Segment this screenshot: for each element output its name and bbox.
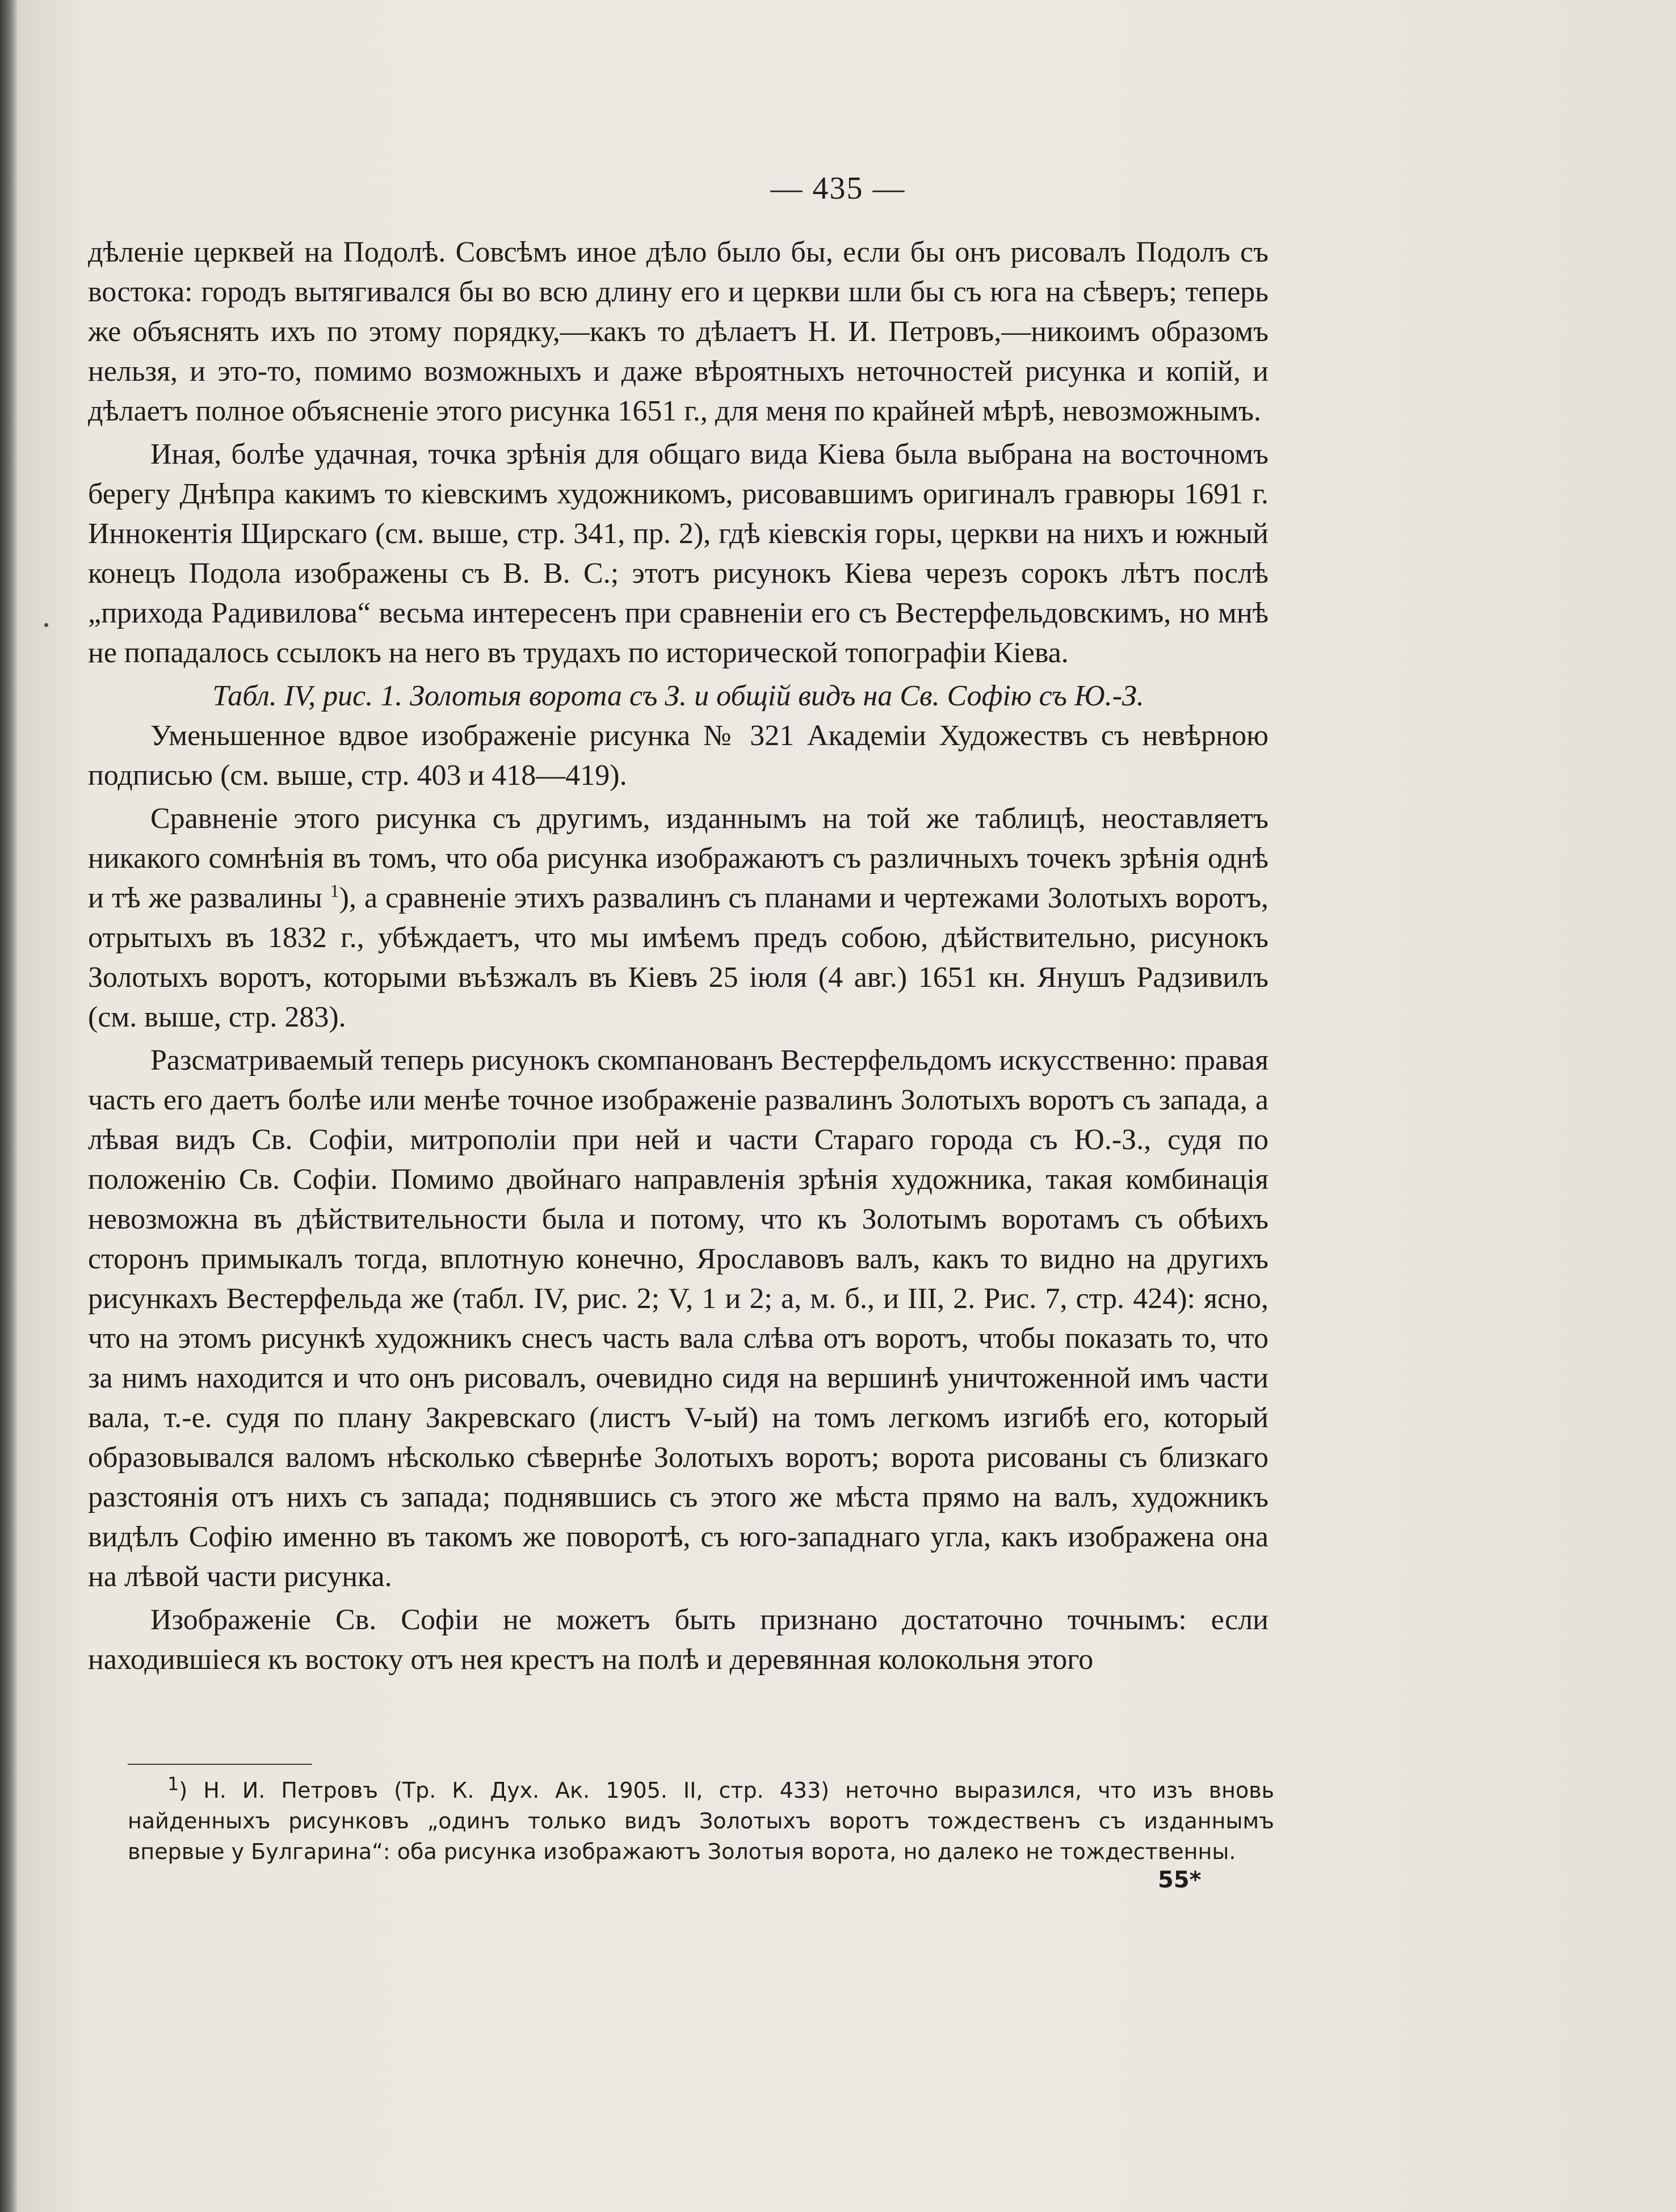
footnote-text: Н. И. Петровъ (Тр. К. Дух. Ак. 1905. II, стр. 433) неточно выразился, что изъ вновь найденныхъ рисунковъ „одинъ только видъ Золотыхъ воротъ тождественъ съ изданнымъ впервые у Булгарина“: оба рисунка изображаютъ Золотыя ворота, но далеко не тождественны. xyxy=(128,1778,1275,1864)
footnote-rule xyxy=(128,1764,312,1765)
figure-caption: Табл. IV, рис. 1. Золотыя ворота съ З. и общій видъ на Св. Софію съ Ю.-З. xyxy=(212,680,1144,712)
signature-mark: 55* xyxy=(1158,1867,1202,1893)
paragraph: Уменьшенное вдвое изображеніе рисунка № 321 Академіи Художествъ съ невѣрною подписью (см. выше, стр. 403 и 418—419). xyxy=(88,720,1268,792)
paragraph: Иная, болѣе удачная, точка зрѣнія для общаго вида Кіева была выбрана на восточномъ берегу Днѣпра какимъ то кіевскимъ художникомъ, рисовавшимъ оригиналъ гравюры 1691 г. Иннокентія Щирскаго (см. выше, стр. 341, пр. 2), гдѣ кіевскія горы, церкви на нихъ и южный конецъ Подола изображены съ В. В. С.; этотъ рисунокъ Кіева черезъ сорокъ лѣтъ послѣ „прихода Радивилова“ весьма интересенъ при сравненіи его съ Вестерфельдовскимъ, но мнѣ не попадалось ссылокъ на него въ трудахъ по исторической топографіи Кіева. xyxy=(88,438,1268,669)
paragraph: Изображеніе Св. Софіи не можетъ быть признано достаточно точнымъ: если находившіеся къ востоку отъ нея крестъ на полѣ и деревянная колокольня этого xyxy=(88,1604,1268,1676)
paper-speck xyxy=(44,623,48,627)
paragraph-text: Сравненіе этого рисунка съ другимъ, изданнымъ на той же таблицѣ, неоставляетъ никакого сомнѣнія въ томъ, что оба рисунка изображаютъ съ различныхъ точекъ зрѣнія однѣ и тѣ же развалины xyxy=(88,802,1268,914)
paragraph xyxy=(88,799,1268,1037)
paragraph: Разсматриваемый теперь рисунокъ скомпанованъ Вестерфельдомъ искусственно: правая часть его даетъ болѣе или менѣе точное изображеніе развалинъ Золотыхъ воротъ съ запада, а лѣвая видъ Св. Софіи, митрополіи при ней и части Стараго города съ Ю.-З., судя по положенію Св. Софіи. Помимо двойнаго направленія зрѣнія художника, такая комбинація невозможна въ дѣйствительности была и потому, что къ Золотымъ воротамъ съ обѣихъ сторонъ примыкалъ тогда, вплотную конечно, Ярославовъ валъ, какъ то видно на другихъ рисункахъ Вестерфельда же (табл. IV, рис. 2; V, 1 и 2; а, м. б., и III, 2. Рис. 7, стр. 424): ясно, что на этомъ рисункѣ художникъ снесъ часть вала слѣва отъ воротъ, чтобы показать то, что за нимъ находится и что онъ рисовалъ, очевидно сидя на вершинѣ уничтоженной имъ части вала, т.-е. судя по плану Закревскаго (листъ V-ый) на томъ легкомъ изгибѣ его, который образовывался валомъ нѣсколько сѣвернѣе Золотыхъ воротъ; ворота рисованы съ близкаго разстоянія отъ нихъ съ запада; поднявшись съ этого же мѣста прямо на валъ, художникъ видѣлъ Софію именно въ такомъ же поворотѣ, съ юго-западнаго угла, какъ изображена она на лѣвой части рисунка. xyxy=(88,1044,1268,1593)
body-text xyxy=(88,233,1268,1680)
footnote: $^1$) Н. И. Петровъ (Тр. К. Дух. Ак. 1905. II, стр. 433) неточно выразился, что изъ вновь найденныхъ рисунковъ „одинъ только видъ Золотыхъ воротъ тождественъ съ изданнымъ впервые у Булгарина“: оба рисунка изображаютъ Золотыя ворота, но далеко не тождественны. xyxy=(128,1773,1275,1864)
page-number-header: — 435 — xyxy=(770,171,906,206)
footnote-marker: 1 xyxy=(167,1773,179,1795)
paragraph: дѣленіе церквей на Подолѣ. Совсѣмъ иное дѣло было бы, если бы онъ рисовалъ Подолъ съ востока: городъ вытягивался бы во всю длину его и церкви шли бы съ юга на сѣверъ; теперь же объяснять ихъ по этому порядку,—какъ то дѣлаетъ Н. И. Петровъ,—никоимъ образомъ нельзя, и это-то, помимо возможныхъ и даже вѣроятныхъ неточностей рисунка и копій, и дѣлаетъ полное объясненіе этого рисунка 1651 г., для меня по крайней мѣрѣ, невозможнымъ. xyxy=(88,236,1268,427)
book-spine-edge xyxy=(0,0,17,2212)
footnote-reference: 1 xyxy=(330,880,339,901)
paragraph-text: ), а сравненіе этихъ развалинъ съ планами и чертежами Золотыхъ воротъ, отрытыхъ въ 1832 г., убѣждаетъ, что мы имѣемъ предъ собою, дѣйствительно, рисунокъ Золотыхъ воротъ, которыми въѣзжалъ въ Кіевъ 25 іюля (4 авг.) 1651 кн. Янушъ Радзивилъ (см. выше, стр. 283). xyxy=(88,882,1269,1033)
